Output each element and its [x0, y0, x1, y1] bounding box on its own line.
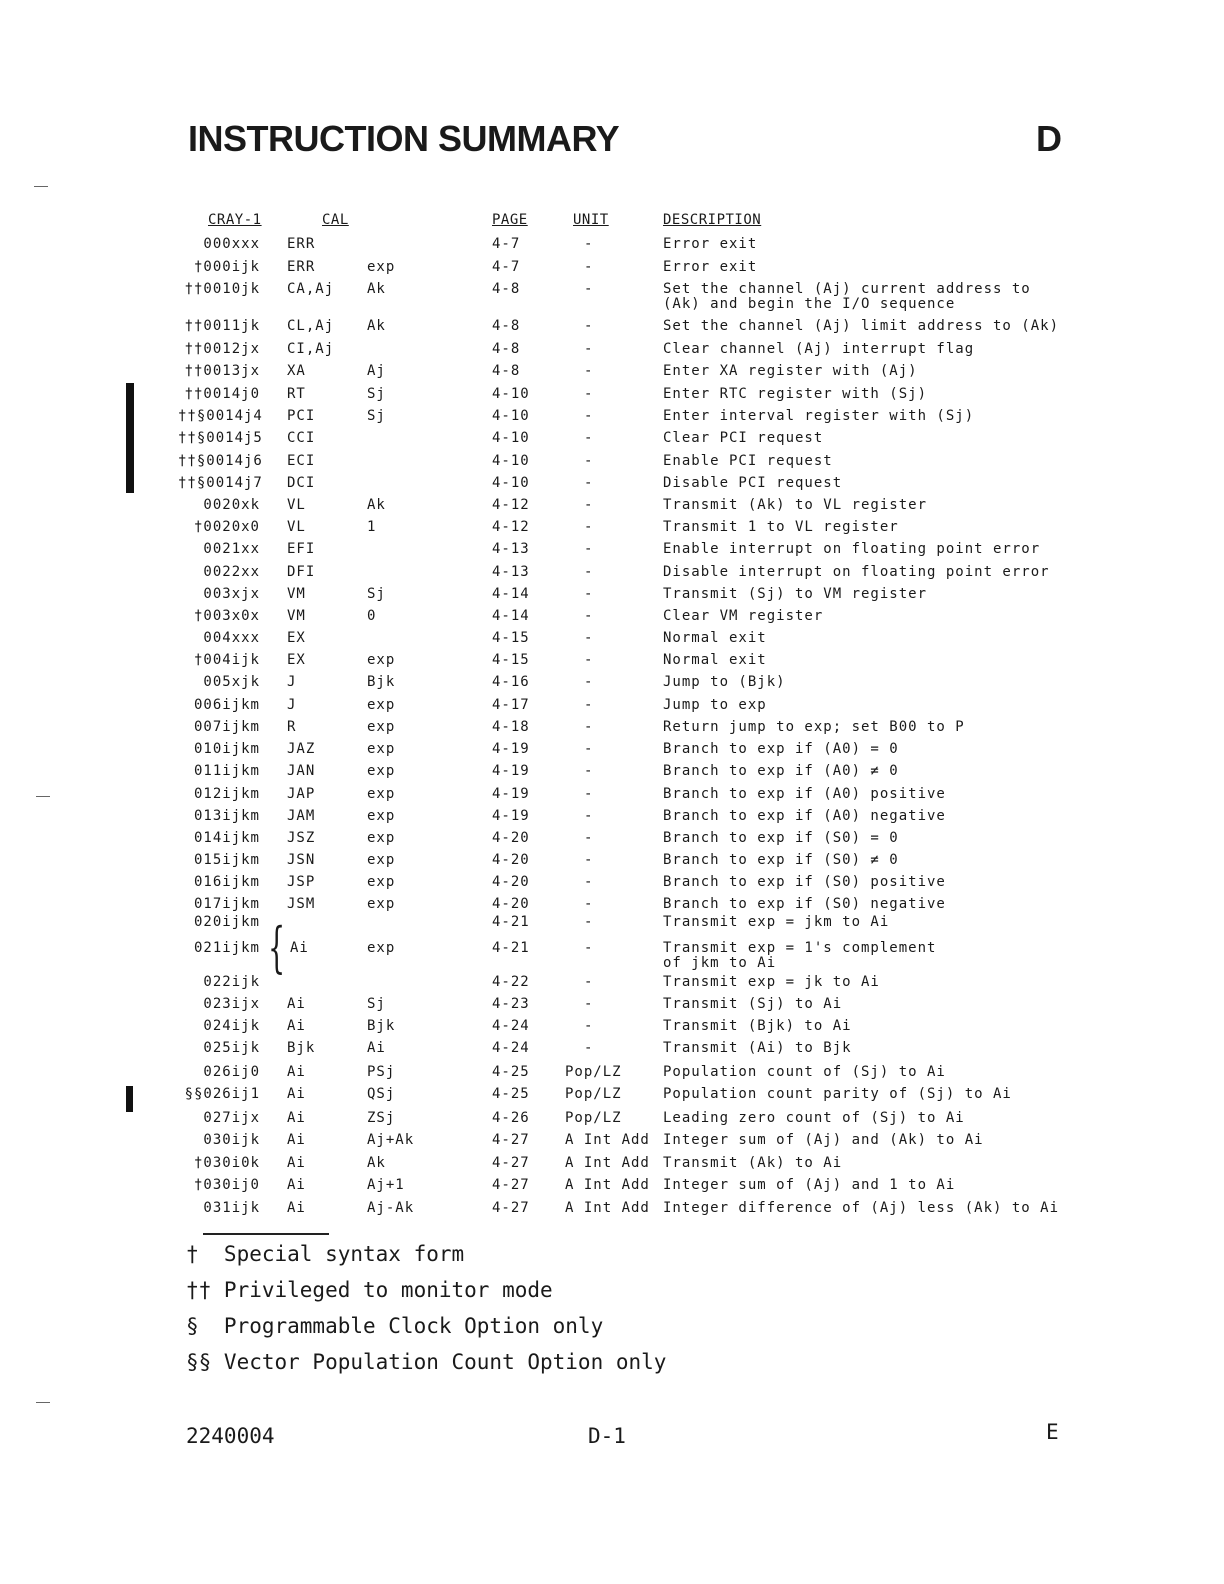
cal-result-cell: CL,Aj [287, 318, 335, 334]
cal-operand-cell: Bjk [367, 674, 396, 690]
page-ref-cell: 4-13 [492, 564, 530, 580]
opcode-cell: 0022xx [203, 564, 260, 580]
unit-cell: - [584, 363, 594, 379]
opcode-cell: 012ijkm [193, 786, 260, 802]
page-ref-cell: 4-7 [492, 236, 521, 252]
cal-operand-cell: exp [367, 741, 396, 757]
page-ref-cell: 4-19 [492, 763, 530, 779]
page-ref-cell: 4-23 [492, 996, 530, 1012]
cal-operand-cell: exp [367, 940, 396, 956]
unit-cell: - [584, 341, 594, 357]
page-ref-cell: 4-21 [492, 940, 530, 956]
description-cell: Transmit (Bjk) to Ai [663, 1018, 852, 1034]
cal-result-cell: VM [287, 608, 306, 624]
page-ref-cell: 4-26 [492, 1110, 530, 1126]
description-cell: Enter interval register with (Sj) [663, 408, 975, 424]
description-cell-continued: of jkm to Ai [663, 955, 777, 971]
opcode-cell: †0020x0 [193, 519, 260, 535]
unit-cell: - [584, 408, 594, 424]
description-cell: Leading zero count of (Sj) to Ai [663, 1110, 965, 1126]
unit-cell: - [584, 608, 594, 624]
description-cell: Transmit exp = 1's complement [663, 940, 937, 956]
cal-result-cell: ERR [287, 236, 316, 252]
unit-cell: - [584, 430, 594, 446]
page-title: INSTRUCTION SUMMARY [188, 118, 620, 159]
description-cell: Branch to exp if (A0) = 0 [663, 741, 899, 757]
cal-result-cell: JAM [287, 808, 316, 824]
description-cell: Clear VM register [663, 608, 824, 624]
cal-operand-cell: exp [367, 652, 396, 668]
cal-result-cell: Ai [287, 996, 306, 1012]
page-ref-cell: 4-27 [492, 1132, 530, 1148]
cal-operand-cell: exp [367, 874, 396, 890]
unit-cell: - [584, 541, 594, 557]
opcode-cell: ††0013jx [184, 363, 260, 379]
opcode-cell: 031ijk [203, 1200, 260, 1216]
description-cell: Enable interrupt on floating point error [663, 541, 1041, 557]
cal-operand-cell: Aj+Ak [367, 1132, 415, 1148]
unit-cell: - [584, 497, 594, 513]
description-cell: Transmit (Sj) to VM register [663, 586, 928, 602]
description-cell: Integer difference of (Aj) less (Ak) to Ai [663, 1200, 1060, 1216]
unit-cell: - [584, 318, 594, 334]
cal-result-cell: Ai [290, 940, 309, 956]
unit-cell: - [584, 697, 594, 713]
unit-cell: - [584, 741, 594, 757]
footnote: † Special syntax form [186, 1242, 465, 1266]
cal-result-cell: DFI [287, 564, 316, 580]
description-cell: Clear PCI request [663, 430, 824, 446]
page-ref-cell: 4-24 [492, 1040, 530, 1056]
cal-result-cell: Ai [287, 1155, 306, 1171]
unit-cell: - [584, 719, 594, 735]
opcode-cell: 026ij0 [203, 1064, 260, 1080]
page-ref-cell: 4-14 [492, 586, 530, 602]
unit-cell: Pop/LZ [565, 1110, 622, 1126]
cal-operand-cell: Bjk [367, 1018, 396, 1034]
opcode-cell: ††§0014j4 [178, 408, 263, 424]
unit-cell: - [584, 914, 594, 930]
opcode-cell: ††§0014j5 [178, 430, 263, 446]
opcode-cell: 011ijkm [193, 763, 260, 779]
unit-cell: - [584, 974, 594, 990]
opcode-cell: 003xjx [203, 586, 260, 602]
opcode-cell: 023ijx [203, 996, 260, 1012]
unit-cell: - [584, 236, 594, 252]
description-cell: Branch to exp if (S0) negative [663, 896, 946, 912]
page-ref-cell: 4-13 [492, 541, 530, 557]
page-ref-cell: 4-20 [492, 874, 530, 890]
opcode-cell: 017ijkm [193, 896, 260, 912]
cal-result-cell: J [287, 674, 297, 690]
opcode-cell: 006ijkm [193, 697, 260, 713]
opcode-cell: ††0011jk [184, 318, 260, 334]
page-ref-cell: 4-27 [492, 1177, 530, 1193]
opcode-cell: ††§0014j6 [178, 453, 263, 469]
description-cell: Error exit [663, 259, 758, 275]
unit-cell: A Int Add [565, 1177, 650, 1193]
description-cell: Branch to exp if (S0) positive [663, 874, 946, 890]
header-cal: CAL [322, 212, 349, 228]
opcode-cell: 021ijkm [193, 940, 260, 956]
opcode-cell: 014ijkm [193, 830, 260, 846]
description-cell: Disable interrupt on floating point error [663, 564, 1050, 580]
description-cell: Branch to exp if (A0) negative [663, 808, 946, 824]
header-description: DESCRIPTION [663, 212, 762, 228]
cal-result-cell: JSZ [287, 830, 316, 846]
description-cell: Integer sum of (Aj) and (Ak) to Ai [663, 1132, 984, 1148]
cal-operand-cell: Aj [367, 363, 386, 379]
page-ref-cell: 4-8 [492, 341, 521, 357]
cal-operand-cell: Ak [367, 281, 386, 297]
page-ref-cell: 4-15 [492, 652, 530, 668]
page-number: D-1 [588, 1424, 626, 1448]
unit-cell: - [584, 586, 594, 602]
unit-cell: A Int Add [565, 1200, 650, 1216]
page-ref-cell: 4-27 [492, 1200, 530, 1216]
cal-result-cell: JAP [287, 786, 316, 802]
page-ref-cell: 4-19 [492, 786, 530, 802]
description-cell-continued: (Ak) and begin the I/O sequence [663, 296, 956, 312]
cal-result-cell: Bjk [287, 1040, 316, 1056]
unit-cell: - [584, 564, 594, 580]
cal-result-cell: EFI [287, 541, 316, 557]
unit-cell: - [584, 259, 594, 275]
page-ref-cell: 4-14 [492, 608, 530, 624]
page-ref-cell: 4-17 [492, 697, 530, 713]
description-cell: Set the channel (Aj) limit address to (Ak) [663, 318, 1060, 334]
description-cell: Enable PCI request [663, 453, 833, 469]
cal-result-cell: VL [287, 497, 306, 513]
doc-number: 2240004 [186, 1424, 275, 1448]
cal-result-cell: Ai [287, 1110, 306, 1126]
revision-letter: E [1046, 1420, 1059, 1444]
opcode-cell: 007ijkm [193, 719, 260, 735]
header-cray: CRAY-1 [208, 212, 262, 228]
description-cell: Jump to (Bjk) [663, 674, 786, 690]
opcode-cell: †004ijk [193, 652, 260, 668]
opcode-cell: 015ijkm [193, 852, 260, 868]
page-ref-cell: 4-8 [492, 363, 521, 379]
description-cell: Population count of (Sj) to Ai [663, 1064, 946, 1080]
unit-cell: - [584, 519, 594, 535]
cal-result-cell: JAN [287, 763, 316, 779]
description-cell: Return jump to exp; set B00 to P [663, 719, 965, 735]
description-cell: Normal exit [663, 652, 767, 668]
unit-cell: - [584, 940, 594, 956]
unit-cell: A Int Add [565, 1155, 650, 1171]
description-cell: Transmit 1 to VL register [663, 519, 899, 535]
page-ref-cell: 4-21 [492, 914, 530, 930]
opcode-cell: 025ijk [203, 1040, 260, 1056]
description-cell: Enter RTC register with (Sj) [663, 386, 928, 402]
page-ref-cell: 4-20 [492, 896, 530, 912]
description-cell: Population count parity of (Sj) to Ai [663, 1086, 1012, 1102]
cal-operand-cell: Aj+1 [367, 1177, 405, 1193]
cal-result-cell: JSN [287, 852, 316, 868]
page-ref-cell: 4-8 [492, 281, 521, 297]
description-cell: Transmit (Ai) to Bjk [663, 1040, 852, 1056]
unit-cell: - [584, 386, 594, 402]
cal-operand-cell: exp [367, 719, 396, 735]
opcode-cell: †000ijk [193, 259, 260, 275]
unit-cell: - [584, 786, 594, 802]
opcode-cell: 0021xx [203, 541, 260, 557]
description-cell: Transmit exp = jkm to Ai [663, 914, 890, 930]
cal-operand-cell: Ak [367, 318, 386, 334]
page-ref-cell: 4-27 [492, 1155, 530, 1171]
cal-result-cell: XA [287, 363, 306, 379]
cal-result-cell: Ai [287, 1086, 306, 1102]
opcode-cell: 000xxx [203, 236, 260, 252]
cal-result-cell: Ai [287, 1018, 306, 1034]
description-cell: Jump to exp [663, 697, 767, 713]
cal-result-cell: Ai [287, 1064, 306, 1080]
opcode-cell: 013ijkm [193, 808, 260, 824]
description-cell: Branch to exp if (S0) = 0 [663, 830, 899, 846]
opcode-cell: 030ijk [203, 1132, 260, 1148]
page-ref-cell: 4-22 [492, 974, 530, 990]
page-ref-cell: 4-19 [492, 741, 530, 757]
cal-operand-cell: Aj-Ak [367, 1200, 415, 1216]
description-cell: Set the channel (Aj) current address to [663, 281, 1031, 297]
cal-operand-cell: exp [367, 697, 396, 713]
cal-operand-cell: Ak [367, 497, 386, 513]
unit-cell: - [584, 1040, 594, 1056]
opcode-cell: 027ijx [203, 1110, 260, 1126]
opcode-cell: 022ijk [203, 974, 260, 990]
page-ref-cell: 4-18 [492, 719, 530, 735]
section-letter: D [1036, 118, 1062, 159]
cal-result-cell: JSM [287, 896, 316, 912]
cal-result-cell: PCI [287, 408, 316, 424]
unit-cell: - [584, 896, 594, 912]
cal-operand-cell: Ak [367, 1155, 386, 1171]
page-ref-cell: 4-12 [492, 519, 530, 535]
cal-result-cell: ECI [287, 453, 316, 469]
cal-result-cell: VL [287, 519, 306, 535]
cal-result-cell: CA,Aj [287, 281, 335, 297]
cal-result-cell: JSP [287, 874, 316, 890]
unit-cell: - [584, 808, 594, 824]
opcode-cell: ††§0014j7 [178, 475, 263, 491]
page-ref-cell: 4-15 [492, 630, 530, 646]
cal-operand-cell: exp [367, 808, 396, 824]
cal-result-cell: Ai [287, 1177, 306, 1193]
cal-result-cell: CCI [287, 430, 316, 446]
cal-result-cell: CI,Aj [287, 341, 335, 357]
page-ref-cell: 4-20 [492, 852, 530, 868]
page-ref-cell: 4-10 [492, 453, 530, 469]
description-cell: Transmit (Ak) to Ai [663, 1155, 843, 1171]
unit-cell: - [584, 674, 594, 690]
unit-cell: - [584, 763, 594, 779]
unit-cell: - [584, 874, 594, 890]
unit-cell: - [584, 996, 594, 1012]
cal-operand-cell: exp [367, 830, 396, 846]
opcode-cell: 004xxx [203, 630, 260, 646]
opcode-cell: †003x0x [193, 608, 260, 624]
page-ref-cell: 4-16 [492, 674, 530, 690]
cal-operand-cell: Sj [367, 996, 386, 1012]
opcode-cell: 016ijkm [193, 874, 260, 890]
cal-operand-cell: Ai [367, 1040, 386, 1056]
cal-operand-cell: exp [367, 259, 396, 275]
unit-cell: Pop/LZ [565, 1064, 622, 1080]
opcode-cell: ††0014j0 [184, 386, 260, 402]
cal-result-cell: Ai [287, 1200, 306, 1216]
page-ref-cell: 4-20 [492, 830, 530, 846]
cal-result-cell: J [287, 697, 297, 713]
opcode-cell: †030ij0 [193, 1177, 260, 1193]
cal-result-cell: EX [287, 652, 306, 668]
description-cell: Branch to exp if (A0) positive [663, 786, 946, 802]
cal-result-cell: R [287, 719, 297, 735]
cal-operand-cell: Sj [367, 408, 386, 424]
footnote: §§ Vector Population Count Option only [186, 1350, 667, 1374]
opcode-cell: §§026ij1 [184, 1086, 260, 1102]
description-cell: Integer sum of (Aj) and 1 to Ai [663, 1177, 956, 1193]
page-ref-cell: 4-10 [492, 408, 530, 424]
description-cell: Transmit (Ak) to VL register [663, 497, 928, 513]
page-ref-cell: 4-7 [492, 259, 521, 275]
opcode-cell: ††0010jk [184, 281, 260, 297]
page-ref-cell: 4-19 [492, 808, 530, 824]
description-cell: Transmit exp = jk to Ai [663, 974, 880, 990]
cal-operand-cell: QSj [367, 1086, 396, 1102]
footnote: § Programmable Clock Option only [186, 1314, 604, 1338]
unit-cell: A Int Add [565, 1132, 650, 1148]
page-ref-cell: 4-25 [492, 1064, 530, 1080]
page-ref-cell: 4-10 [492, 386, 530, 402]
page-ref-cell: 4-12 [492, 497, 530, 513]
footnote: †† Privileged to monitor mode [186, 1278, 553, 1302]
footnote-rule [203, 1233, 329, 1235]
cal-result-cell: Ai [287, 1132, 306, 1148]
unit-cell: - [584, 453, 594, 469]
opcode-cell: 0020xk [203, 497, 260, 513]
description-cell: Enter XA register with (Aj) [663, 363, 918, 379]
cal-operand-cell: PSj [367, 1064, 396, 1080]
page-ref-cell: 4-25 [492, 1086, 530, 1102]
page-ref-cell: 4-10 [492, 430, 530, 446]
cal-result-cell: RT [287, 386, 306, 402]
unit-cell: Pop/LZ [565, 1086, 622, 1102]
description-cell: Branch to exp if (S0) ≠ 0 [663, 852, 899, 868]
cal-result-cell: VM [287, 586, 306, 602]
unit-cell: - [584, 830, 594, 846]
description-cell: Transmit (Sj) to Ai [663, 996, 843, 1012]
cal-result-cell: ERR [287, 259, 316, 275]
header-unit: UNIT [573, 212, 609, 228]
cal-operand-cell: Sj [367, 386, 386, 402]
cal-operand-cell: exp [367, 852, 396, 868]
cal-result-cell: JAZ [287, 741, 316, 757]
cal-operand-cell: ZSj [367, 1110, 396, 1126]
description-cell: Normal exit [663, 630, 767, 646]
cal-result-cell: EX [287, 630, 306, 646]
opcode-cell: ††0012jx [184, 341, 260, 357]
unit-cell: - [584, 281, 594, 297]
brace-bracket: { [268, 916, 286, 979]
cal-operand-cell: 1 [367, 519, 377, 535]
cal-operand-cell: Sj [367, 586, 386, 602]
page-ref-cell: 4-8 [492, 318, 521, 334]
unit-cell: - [584, 1018, 594, 1034]
page-ref-cell: 4-10 [492, 475, 530, 491]
opcode-cell: 024ijk [203, 1018, 260, 1034]
unit-cell: - [584, 852, 594, 868]
unit-cell: - [584, 652, 594, 668]
opcode-cell: 005xjk [203, 674, 260, 690]
description-cell: Disable PCI request [663, 475, 843, 491]
cal-operand-cell: 0 [367, 608, 377, 624]
opcode-cell: 010ijkm [193, 741, 260, 757]
opcode-cell: †030i0k [193, 1155, 260, 1171]
header-page: PAGE [492, 212, 528, 228]
description-cell: Clear channel (Aj) interrupt flag [663, 341, 975, 357]
cal-operand-cell: exp [367, 786, 396, 802]
opcode-cell: 020ijkm [193, 914, 260, 930]
unit-cell: - [584, 475, 594, 491]
cal-result-cell: DCI [287, 475, 316, 491]
description-cell: Error exit [663, 236, 758, 252]
cal-operand-cell: exp [367, 896, 396, 912]
page-ref-cell: 4-24 [492, 1018, 530, 1034]
unit-cell: - [584, 630, 594, 646]
description-cell: Branch to exp if (A0) ≠ 0 [663, 763, 899, 779]
cal-operand-cell: exp [367, 763, 396, 779]
